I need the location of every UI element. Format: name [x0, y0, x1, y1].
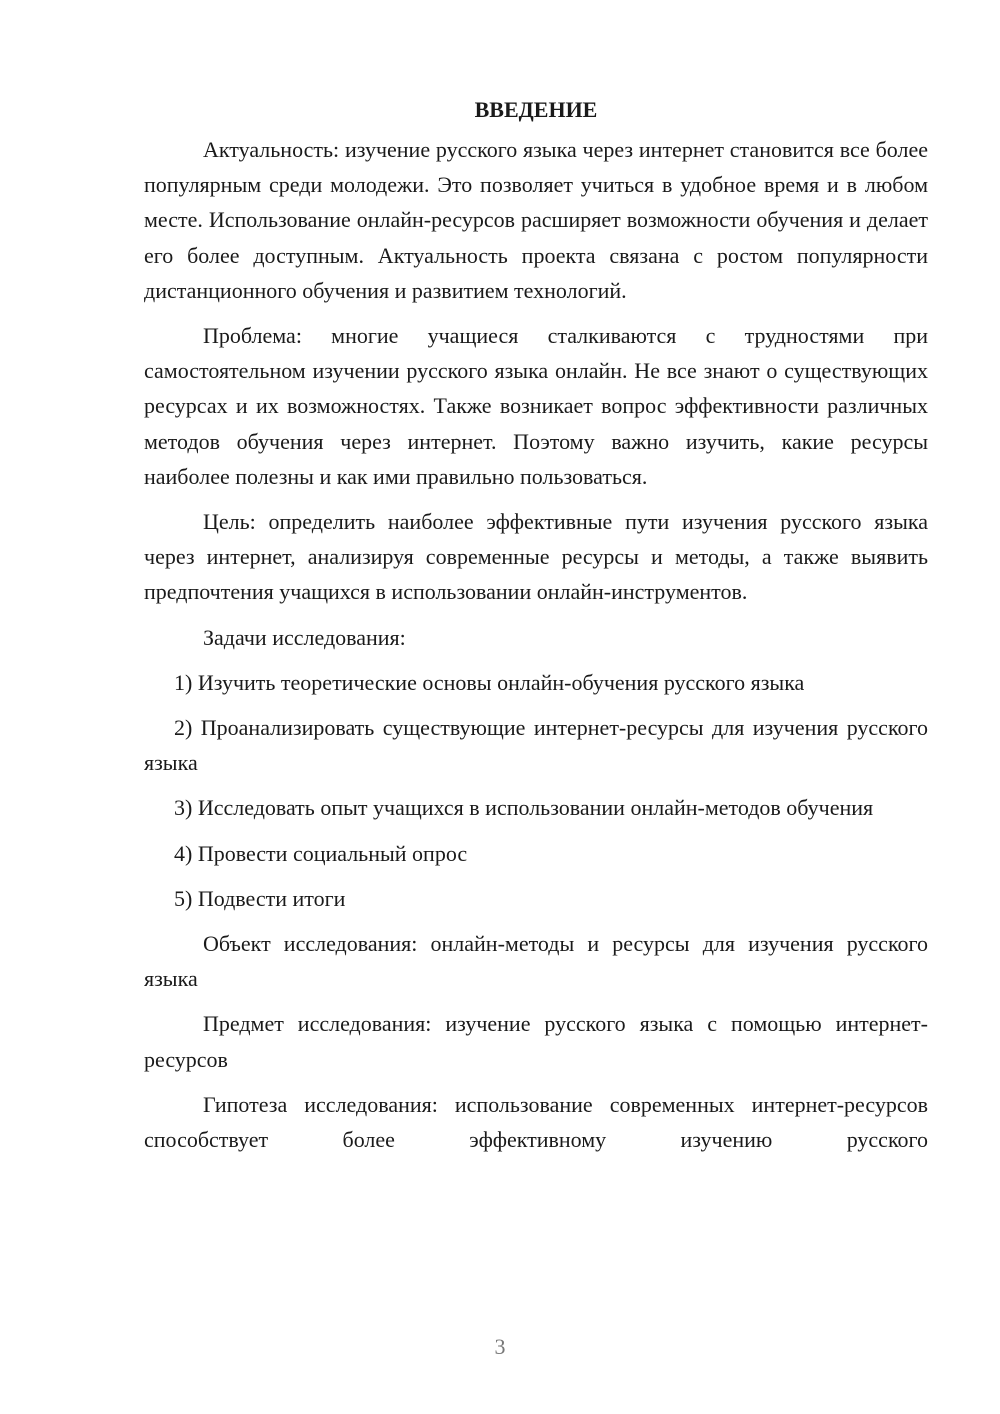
object-paragraph: Объект исследования: онлайн-методы и ресурсы для изучения русского языка — [144, 931, 928, 992]
goal-paragraph: Цель: определить наиболее эффективные пути изучения русского языка через интернет, анализируя современные ресурсы и методы, а также выявить предпочтения учащихся в использовании онлайн-инструментов. — [144, 509, 928, 605]
task-item-4: 4) Провести социальный опрос — [174, 840, 468, 866]
subject-paragraph: Предмет исследования: изучение русского языка с помощью интернет-ресурсов — [144, 1011, 928, 1072]
task-item-3: 3) Исследовать опыт учащихся в использовании онлайн-методов обучения — [174, 795, 874, 821]
document-page — [144, 92, 928, 1167]
task-item-1: 1) Изучить теоретические основы онлайн-обучения русского языка — [174, 669, 805, 695]
section-heading: ВВЕДЕНИЕ — [474, 97, 598, 122]
problem-paragraph: Проблема: многие учащиеся сталкиваются с трудностями при самостоятельном изучении русского языка онлайн. Не все знают о существующих ресурсах и их возможностях. Также возникает вопрос эффективности различных методов обучения через интернет. Поэтому важно изучить, какие ресурсы наиболее полезны и как ими правильно пользоваться. — [144, 323, 928, 489]
hypothesis-paragraph: Гипотеза исследования: использование современных интернет-ресурсов способствует более эффективному изучению русского — [144, 1091, 928, 1153]
tasks-title: Задачи исследования: — [203, 624, 406, 650]
relevance-paragraph: Актуальность: изучение русского языка через интернет становится все более популярным среди молодежи. Это позволяет учиться в удобное время и в любом месте. Использование онлайн-ресурсов расширяет возможности обучения и делает его более доступным. Актуальность проекта связана с ростом популярности дистанционного обучения и развитием технологий. — [144, 137, 928, 303]
task-item-5: 5) Подвести итоги — [174, 885, 346, 911]
task-item-2: 2) Проанализировать существующие интернет-ресурсы для изучения русского языка — [144, 715, 928, 776]
page-number: 3 — [494, 1334, 506, 1359]
